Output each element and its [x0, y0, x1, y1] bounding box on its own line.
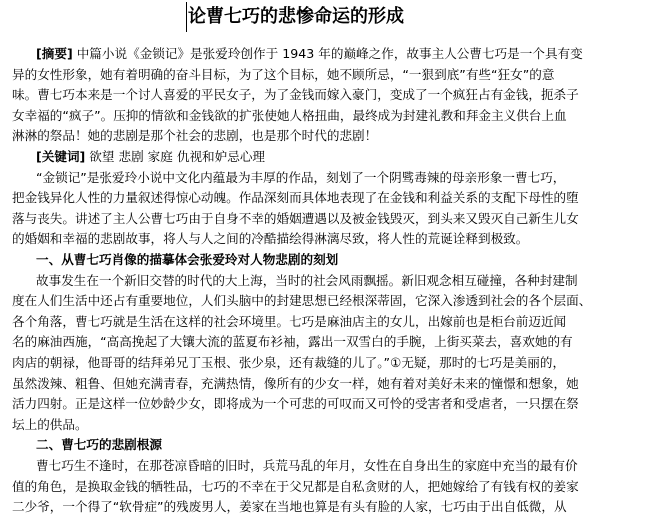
line-text: 味。曹七巧本来是一个讨人喜爱的平民女子，为了金钱而嫁入豪门，变成了一个疯狂占有金钱，扼杀子	[12, 87, 579, 103]
line-text: 肉店的朝禄，他哥哥的结拜弟兄丁玉根、张少泉，还有裁缝的儿了。”①无疑，那时的七巧是美丽的，	[12, 355, 566, 370]
line-text: 各个角落，曹七巧就是生活在这样的社会环境里。七巧是麻油店主的女儿，出嫁前也是柜台前迈近闻	[12, 313, 567, 329]
body-line	[12, 353, 565, 373]
body-line	[36, 44, 583, 64]
body-line	[36, 168, 565, 188]
line-text: 值的角色，是换取金钱的牺牲品，七巧的不幸在于父兄都是自私贪财的人，把她嫁给了有钱有权的姜家	[12, 478, 579, 494]
body-line	[12, 291, 591, 311]
body-line	[12, 106, 567, 126]
line-text: 二少爷，一个得了“软骨症”的残废男人，姜家在当地也算是有头有脸的人家，七巧由于出自低微，从	[12, 499, 567, 515]
body-line	[12, 126, 377, 146]
line-text: 女幸福的“疯子”。压抑的情欲和金钱欲的扩张使她人格扭曲，最终成为封建礼教和拜金主义供台上血	[12, 107, 567, 123]
line-text: 淋淋的祭品！她的悲剧是那个社会的悲剧，也是那个时代的悲剧！	[12, 128, 378, 144]
body-line	[12, 229, 528, 249]
line-text: 活力四射。正是这样一位妙龄少女，即将成为一个可悲的可叹而又可怜的受害者和受虐者，一只摆在祭	[12, 396, 579, 412]
body-line	[12, 415, 88, 435]
body-line	[36, 147, 265, 167]
section-heading	[36, 250, 338, 270]
body-line	[12, 188, 579, 208]
body-line	[36, 456, 578, 476]
body-line	[12, 65, 554, 85]
line-text: 落与丧失。讲述了主人公曹七巧由于自身不幸的婚姻遭遇以及被金钱毁灭，到头来又毁灭自己新生儿女	[12, 210, 579, 226]
line-text: 坛上的供品。	[12, 416, 88, 432]
line-text: 中篇小说《金锁记》是张爱玲创作于 1943 年的巅峰之作，故事主人公曹七巧是一个具有变	[72, 46, 583, 61]
line-text: 一、从曹七巧肖像的描摹体会张爱玲对人物悲剧的刻划	[36, 252, 339, 267]
line-text: 虽然泼辣、粗鲁、但她充满青春，充满热情，像所有的少女一样，她有着对美好未来的憧憬和想象，她	[12, 375, 579, 391]
line-text: 的婚姻和幸福的悲剧故事，将人与人之间的冷酷描绘得淋漓尽致，将人性的荒诞诠释到极致。	[12, 231, 529, 247]
line-text: 名的麻油西施，“高高挽起了大镶大流的蓝夏布衫袖，露出一双雪白的手腕，上街买菜去，喜欢她的有	[12, 334, 573, 350]
body-line	[12, 497, 567, 517]
line-text: 曹七巧生不逢时，在那苍凉昏暗的旧时，兵荒马乱的年月，女性在自身出生的家庭中充当的最有价	[36, 458, 578, 473]
body-line	[12, 394, 579, 414]
line-text: 异的女性形象，她有着明确的奋斗目标，为了这个目标，她不顾所忌，“一狠到底”有些“狂女”的意	[12, 66, 555, 82]
document-title: 论曹七巧的悲惨命运的形成	[188, 6, 404, 27]
body-line	[12, 374, 579, 394]
label-tag: [关键词]	[36, 149, 86, 164]
body-line	[12, 209, 579, 229]
line-text: 欲望 悲剧 家庭 仇视和妒忌心理	[85, 149, 266, 164]
line-text: 把金钱异化人性的力量叙述得惊心动魄。作品深刻而具体地表现了在金钱和利益关系的支配下母性的堕	[12, 190, 579, 206]
line-text: “金锁记”是张爱玲小说中文化内蕴最为丰厚的作品，刻划了一个阴骘毒辣的母亲形象一曹七巧，	[36, 169, 566, 185]
line-text: 度在人们生活中还占有重要地位，人们头脑中的封建思想已经根深蒂固，它深入渗透到社会的各个层面、	[12, 293, 592, 309]
body-line	[36, 271, 578, 291]
section-heading	[36, 435, 162, 455]
text-cursor	[186, 2, 187, 32]
line-text: 故事发生在一个新旧交替的时代的大上海，当时的社会风雨飘摇。新旧观念相互碰撞，各种封建制	[36, 272, 578, 288]
body-line	[12, 85, 579, 105]
body-line	[12, 477, 579, 497]
body-line	[12, 332, 573, 352]
body-line	[12, 312, 566, 332]
line-text: 二、曹七巧的悲剧根源	[36, 437, 162, 453]
label-tag: [摘要]	[36, 46, 73, 61]
